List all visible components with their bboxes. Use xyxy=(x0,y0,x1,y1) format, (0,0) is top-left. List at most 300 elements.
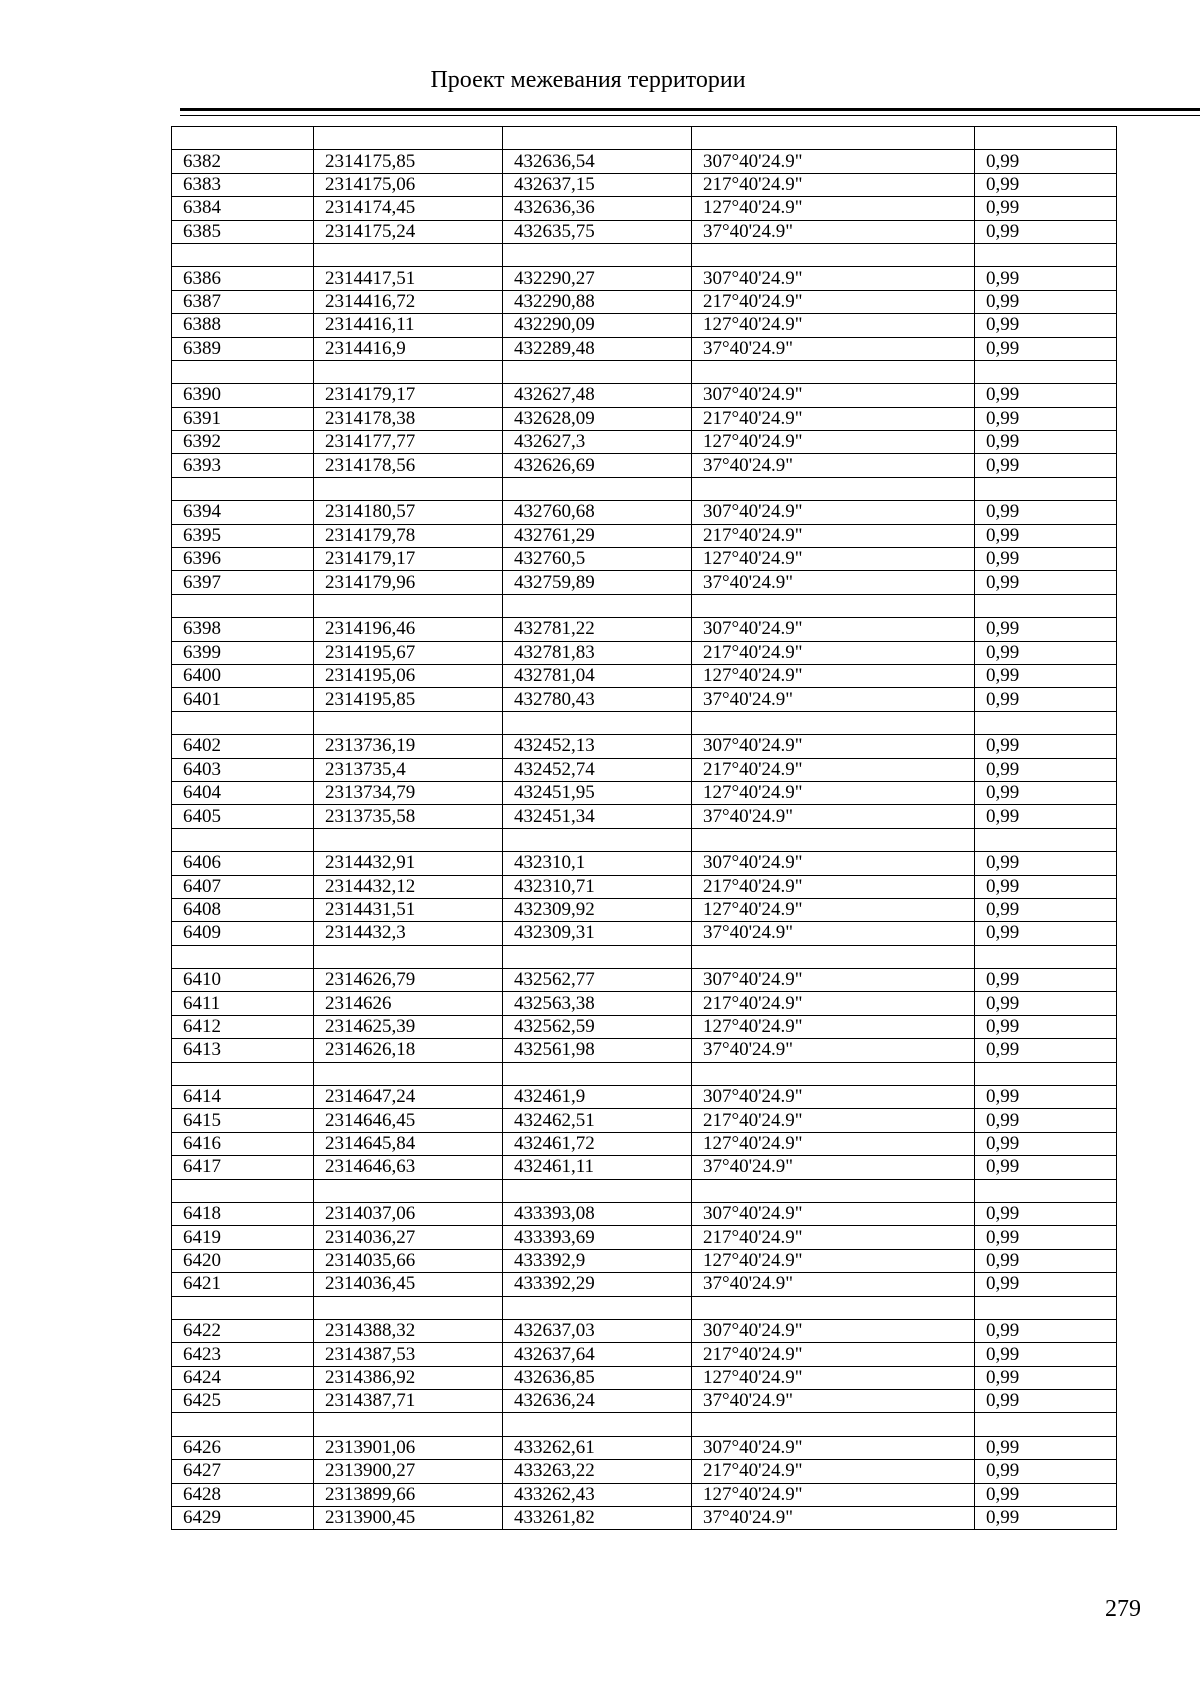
empty-cell xyxy=(975,1296,1117,1319)
point-number-cell: 6390 xyxy=(172,384,314,407)
x-coordinate-cell: 2314037,06 xyxy=(314,1202,503,1225)
point-number-cell: 6397 xyxy=(172,571,314,594)
point-number-cell: 6417 xyxy=(172,1156,314,1179)
point-number-cell: 6394 xyxy=(172,501,314,524)
distance-cell: 0,99 xyxy=(975,314,1117,337)
point-number-cell: 6419 xyxy=(172,1226,314,1249)
direction-angle-cell: 127°40'24.9" xyxy=(692,781,975,804)
x-coordinate-cell: 2313735,4 xyxy=(314,758,503,781)
empty-cell xyxy=(314,1296,503,1319)
table-row xyxy=(172,220,1117,243)
empty-cell xyxy=(314,711,503,734)
direction-angle-cell: 307°40'24.9" xyxy=(692,1436,975,1459)
y-coordinate-cell: 432563,38 xyxy=(503,992,692,1015)
distance-cell: 0,99 xyxy=(975,1319,1117,1342)
x-coordinate-cell: 2314195,67 xyxy=(314,641,503,664)
y-coordinate-cell: 432760,5 xyxy=(503,548,692,571)
x-coordinate-cell: 2314195,85 xyxy=(314,688,503,711)
empty-cell xyxy=(172,711,314,734)
spacer-row xyxy=(172,1062,1117,1085)
empty-cell xyxy=(692,1296,975,1319)
y-coordinate-cell: 433393,08 xyxy=(503,1202,692,1225)
direction-angle-cell: 37°40'24.9" xyxy=(692,1156,975,1179)
x-coordinate-cell: 2314179,17 xyxy=(314,384,503,407)
table-row xyxy=(172,337,1117,360)
table-row xyxy=(172,548,1117,571)
distance-cell: 0,99 xyxy=(975,524,1117,547)
x-coordinate-cell: 2314431,51 xyxy=(314,898,503,921)
distance-cell: 0,99 xyxy=(975,1436,1117,1459)
direction-angle-cell: 307°40'24.9" xyxy=(692,852,975,875)
distance-cell: 0,99 xyxy=(975,805,1117,828)
x-coordinate-cell: 2314417,51 xyxy=(314,267,503,290)
x-coordinate-cell: 2314036,27 xyxy=(314,1226,503,1249)
table-row xyxy=(172,688,1117,711)
direction-angle-cell: 217°40'24.9" xyxy=(692,758,975,781)
table-row xyxy=(172,1390,1117,1413)
page-number: 279 xyxy=(1105,1596,1141,1622)
empty-cell xyxy=(314,1179,503,1202)
x-coordinate-cell: 2314625,39 xyxy=(314,1015,503,1038)
x-coordinate-cell: 2314196,46 xyxy=(314,618,503,641)
x-coordinate-cell: 2314646,63 xyxy=(314,1156,503,1179)
distance-cell: 0,99 xyxy=(975,1460,1117,1483)
direction-angle-cell: 217°40'24.9" xyxy=(692,290,975,313)
distance-cell: 0,99 xyxy=(975,1132,1117,1155)
direction-angle-cell: 217°40'24.9" xyxy=(692,1109,975,1132)
distance-cell: 0,99 xyxy=(975,1366,1117,1389)
empty-cell xyxy=(503,1179,692,1202)
y-coordinate-cell: 432309,92 xyxy=(503,898,692,921)
distance-cell: 0,99 xyxy=(975,407,1117,430)
direction-angle-cell: 127°40'24.9" xyxy=(692,1132,975,1155)
empty-cell xyxy=(503,711,692,734)
distance-cell: 0,99 xyxy=(975,290,1117,313)
x-coordinate-cell: 2314035,66 xyxy=(314,1249,503,1272)
point-number-cell: 6393 xyxy=(172,454,314,477)
y-coordinate-cell: 432628,09 xyxy=(503,407,692,430)
header-rule-thick xyxy=(180,108,1200,111)
empty-cell xyxy=(503,243,692,266)
x-coordinate-cell: 2314178,38 xyxy=(314,407,503,430)
distance-cell: 0,99 xyxy=(975,267,1117,290)
empty-cell xyxy=(503,1413,692,1436)
y-coordinate-cell: 432635,75 xyxy=(503,220,692,243)
spacer-row xyxy=(172,828,1117,851)
x-coordinate-cell: 2314416,72 xyxy=(314,290,503,313)
empty-cell xyxy=(975,1062,1117,1085)
direction-angle-cell: 307°40'24.9" xyxy=(692,735,975,758)
distance-cell: 0,99 xyxy=(975,922,1117,945)
table-row xyxy=(172,805,1117,828)
empty-cell xyxy=(975,1413,1117,1436)
direction-angle-cell: 307°40'24.9" xyxy=(692,969,975,992)
empty-cell xyxy=(975,360,1117,383)
spacer-row xyxy=(172,127,1117,150)
direction-angle-cell: 37°40'24.9" xyxy=(692,922,975,945)
point-number-cell: 6403 xyxy=(172,758,314,781)
empty-cell xyxy=(503,945,692,968)
distance-cell: 0,99 xyxy=(975,1109,1117,1132)
x-coordinate-cell: 2313735,58 xyxy=(314,805,503,828)
table-row xyxy=(172,1507,1117,1530)
table-row xyxy=(172,758,1117,781)
x-coordinate-cell: 2314175,06 xyxy=(314,173,503,196)
direction-angle-cell: 127°40'24.9" xyxy=(692,1015,975,1038)
y-coordinate-cell: 432637,03 xyxy=(503,1319,692,1342)
y-coordinate-cell: 432780,43 xyxy=(503,688,692,711)
y-coordinate-cell: 432451,34 xyxy=(503,805,692,828)
y-coordinate-cell: 432562,59 xyxy=(503,1015,692,1038)
y-coordinate-cell: 432452,74 xyxy=(503,758,692,781)
table-row xyxy=(172,1039,1117,1062)
direction-angle-cell: 127°40'24.9" xyxy=(692,1249,975,1272)
table-row xyxy=(172,922,1117,945)
x-coordinate-cell: 2314179,17 xyxy=(314,548,503,571)
empty-cell xyxy=(172,127,314,150)
point-number-cell: 6422 xyxy=(172,1319,314,1342)
table-row xyxy=(172,1483,1117,1506)
y-coordinate-cell: 432561,98 xyxy=(503,1039,692,1062)
point-number-cell: 6418 xyxy=(172,1202,314,1225)
table-row xyxy=(172,314,1117,337)
x-coordinate-cell: 2314180,57 xyxy=(314,501,503,524)
y-coordinate-cell: 433392,9 xyxy=(503,1249,692,1272)
point-number-cell: 6427 xyxy=(172,1460,314,1483)
direction-angle-cell: 217°40'24.9" xyxy=(692,1226,975,1249)
distance-cell: 0,99 xyxy=(975,664,1117,687)
point-number-cell: 6382 xyxy=(172,150,314,173)
empty-cell xyxy=(314,360,503,383)
point-number-cell: 6407 xyxy=(172,875,314,898)
distance-cell: 0,99 xyxy=(975,454,1117,477)
x-coordinate-cell: 2313899,66 xyxy=(314,1483,503,1506)
table-row xyxy=(172,992,1117,1015)
direction-angle-cell: 217°40'24.9" xyxy=(692,1343,975,1366)
x-coordinate-cell: 2314647,24 xyxy=(314,1086,503,1109)
y-coordinate-cell: 432310,1 xyxy=(503,852,692,875)
distance-cell: 0,99 xyxy=(975,735,1117,758)
table-row xyxy=(172,664,1117,687)
spacer-row xyxy=(172,1296,1117,1319)
table-row xyxy=(172,150,1117,173)
distance-cell: 0,99 xyxy=(975,197,1117,220)
y-coordinate-cell: 432309,31 xyxy=(503,922,692,945)
distance-cell: 0,99 xyxy=(975,781,1117,804)
table-row xyxy=(172,852,1117,875)
point-number-cell: 6385 xyxy=(172,220,314,243)
empty-cell xyxy=(503,828,692,851)
direction-angle-cell: 37°40'24.9" xyxy=(692,337,975,360)
empty-cell xyxy=(172,1179,314,1202)
table-row xyxy=(172,290,1117,313)
empty-cell xyxy=(975,828,1117,851)
x-coordinate-cell: 2314387,53 xyxy=(314,1343,503,1366)
x-coordinate-cell: 2314177,77 xyxy=(314,431,503,454)
x-coordinate-cell: 2314432,91 xyxy=(314,852,503,875)
empty-cell xyxy=(503,1296,692,1319)
table-row xyxy=(172,1436,1117,1459)
empty-cell xyxy=(692,945,975,968)
table-row xyxy=(172,1086,1117,1109)
empty-cell xyxy=(503,594,692,617)
direction-angle-cell: 307°40'24.9" xyxy=(692,1319,975,1342)
x-coordinate-cell: 2314179,78 xyxy=(314,524,503,547)
y-coordinate-cell: 432461,72 xyxy=(503,1132,692,1155)
empty-cell xyxy=(172,243,314,266)
distance-cell: 0,99 xyxy=(975,1015,1117,1038)
table-row xyxy=(172,1319,1117,1342)
x-coordinate-cell: 2314626 xyxy=(314,992,503,1015)
x-coordinate-cell: 2313734,79 xyxy=(314,781,503,804)
spacer-row xyxy=(172,594,1117,617)
spacer-row xyxy=(172,1413,1117,1436)
direction-angle-cell: 127°40'24.9" xyxy=(692,1483,975,1506)
table-row xyxy=(172,1273,1117,1296)
direction-angle-cell: 37°40'24.9" xyxy=(692,454,975,477)
empty-cell xyxy=(692,711,975,734)
empty-cell xyxy=(172,477,314,500)
table-row xyxy=(172,524,1117,547)
distance-cell: 0,99 xyxy=(975,150,1117,173)
direction-angle-cell: 127°40'24.9" xyxy=(692,548,975,571)
point-number-cell: 6384 xyxy=(172,197,314,220)
empty-cell xyxy=(314,127,503,150)
table-row xyxy=(172,571,1117,594)
direction-angle-cell: 127°40'24.9" xyxy=(692,431,975,454)
distance-cell: 0,99 xyxy=(975,875,1117,898)
point-number-cell: 6398 xyxy=(172,618,314,641)
spacer-row xyxy=(172,360,1117,383)
empty-cell xyxy=(172,1413,314,1436)
point-number-cell: 6416 xyxy=(172,1132,314,1155)
point-number-cell: 6399 xyxy=(172,641,314,664)
distance-cell: 0,99 xyxy=(975,1390,1117,1413)
x-coordinate-cell: 2313900,45 xyxy=(314,1507,503,1530)
y-coordinate-cell: 433393,69 xyxy=(503,1226,692,1249)
empty-cell xyxy=(692,594,975,617)
table-row xyxy=(172,1366,1117,1389)
point-number-cell: 6423 xyxy=(172,1343,314,1366)
distance-cell: 0,99 xyxy=(975,571,1117,594)
direction-angle-cell: 307°40'24.9" xyxy=(692,501,975,524)
y-coordinate-cell: 432781,22 xyxy=(503,618,692,641)
direction-angle-cell: 217°40'24.9" xyxy=(692,173,975,196)
direction-angle-cell: 217°40'24.9" xyxy=(692,875,975,898)
table-row xyxy=(172,1132,1117,1155)
distance-cell: 0,99 xyxy=(975,1086,1117,1109)
x-coordinate-cell: 2313900,27 xyxy=(314,1460,503,1483)
point-number-cell: 6387 xyxy=(172,290,314,313)
distance-cell: 0,99 xyxy=(975,173,1117,196)
empty-cell xyxy=(172,945,314,968)
direction-angle-cell: 307°40'24.9" xyxy=(692,384,975,407)
direction-angle-cell: 217°40'24.9" xyxy=(692,641,975,664)
point-number-cell: 6405 xyxy=(172,805,314,828)
x-coordinate-cell: 2314175,24 xyxy=(314,220,503,243)
empty-cell xyxy=(975,1179,1117,1202)
x-coordinate-cell: 2314175,85 xyxy=(314,150,503,173)
x-coordinate-cell: 2314416,9 xyxy=(314,337,503,360)
x-coordinate-cell: 2314174,45 xyxy=(314,197,503,220)
point-number-cell: 6426 xyxy=(172,1436,314,1459)
empty-cell xyxy=(314,1413,503,1436)
y-coordinate-cell: 432637,64 xyxy=(503,1343,692,1366)
table-row xyxy=(172,1343,1117,1366)
empty-cell xyxy=(975,711,1117,734)
y-coordinate-cell: 432627,3 xyxy=(503,431,692,454)
empty-cell xyxy=(314,594,503,617)
point-number-cell: 6420 xyxy=(172,1249,314,1272)
empty-cell xyxy=(172,360,314,383)
point-number-cell: 6428 xyxy=(172,1483,314,1506)
empty-cell xyxy=(975,477,1117,500)
empty-cell xyxy=(314,243,503,266)
y-coordinate-cell: 432636,36 xyxy=(503,197,692,220)
table-row xyxy=(172,641,1117,664)
distance-cell: 0,99 xyxy=(975,1483,1117,1506)
x-coordinate-cell: 2314645,84 xyxy=(314,1132,503,1155)
point-number-cell: 6388 xyxy=(172,314,314,337)
table-row xyxy=(172,384,1117,407)
point-number-cell: 6408 xyxy=(172,898,314,921)
empty-cell xyxy=(692,243,975,266)
empty-cell xyxy=(692,360,975,383)
distance-cell: 0,99 xyxy=(975,641,1117,664)
distance-cell: 0,99 xyxy=(975,688,1117,711)
x-coordinate-cell: 2314626,79 xyxy=(314,969,503,992)
table-row xyxy=(172,501,1117,524)
y-coordinate-cell: 432562,77 xyxy=(503,969,692,992)
spacer-row xyxy=(172,711,1117,734)
x-coordinate-cell: 2313736,19 xyxy=(314,735,503,758)
table-row xyxy=(172,875,1117,898)
empty-cell xyxy=(503,127,692,150)
empty-cell xyxy=(172,1062,314,1085)
distance-cell: 0,99 xyxy=(975,758,1117,781)
y-coordinate-cell: 432290,88 xyxy=(503,290,692,313)
x-coordinate-cell: 2314179,96 xyxy=(314,571,503,594)
table-row xyxy=(172,267,1117,290)
table-row xyxy=(172,1156,1117,1179)
spacer-row xyxy=(172,477,1117,500)
distance-cell: 0,99 xyxy=(975,1202,1117,1225)
point-number-cell: 6400 xyxy=(172,664,314,687)
direction-angle-cell: 37°40'24.9" xyxy=(692,1507,975,1530)
empty-cell xyxy=(692,477,975,500)
y-coordinate-cell: 432310,71 xyxy=(503,875,692,898)
distance-cell: 0,99 xyxy=(975,1273,1117,1296)
table-row xyxy=(172,1226,1117,1249)
empty-cell xyxy=(975,127,1117,150)
coordinates-table-body xyxy=(172,127,1117,1530)
point-number-cell: 6383 xyxy=(172,173,314,196)
y-coordinate-cell: 432781,83 xyxy=(503,641,692,664)
point-number-cell: 6396 xyxy=(172,548,314,571)
empty-cell xyxy=(975,945,1117,968)
distance-cell: 0,99 xyxy=(975,220,1117,243)
point-number-cell: 6392 xyxy=(172,431,314,454)
direction-angle-cell: 307°40'24.9" xyxy=(692,618,975,641)
coordinates-table xyxy=(171,126,1117,1530)
table-row xyxy=(172,1015,1117,1038)
y-coordinate-cell: 433392,29 xyxy=(503,1273,692,1296)
direction-angle-cell: 217°40'24.9" xyxy=(692,524,975,547)
point-number-cell: 6415 xyxy=(172,1109,314,1132)
direction-angle-cell: 307°40'24.9" xyxy=(692,267,975,290)
distance-cell: 0,99 xyxy=(975,337,1117,360)
distance-cell: 0,99 xyxy=(975,969,1117,992)
spacer-row xyxy=(172,1179,1117,1202)
x-coordinate-cell: 2314178,56 xyxy=(314,454,503,477)
distance-cell: 0,99 xyxy=(975,548,1117,571)
empty-cell xyxy=(692,1413,975,1436)
y-coordinate-cell: 432636,85 xyxy=(503,1366,692,1389)
table-row xyxy=(172,1460,1117,1483)
empty-cell xyxy=(314,477,503,500)
table-row xyxy=(172,454,1117,477)
direction-angle-cell: 37°40'24.9" xyxy=(692,1273,975,1296)
x-coordinate-cell: 2313901,06 xyxy=(314,1436,503,1459)
direction-angle-cell: 217°40'24.9" xyxy=(692,407,975,430)
distance-cell: 0,99 xyxy=(975,1156,1117,1179)
header-rule-thin xyxy=(180,115,1200,116)
y-coordinate-cell: 432636,54 xyxy=(503,150,692,173)
table-row xyxy=(172,618,1117,641)
y-coordinate-cell: 433263,22 xyxy=(503,1460,692,1483)
empty-cell xyxy=(692,1179,975,1202)
empty-cell xyxy=(172,828,314,851)
table-row xyxy=(172,197,1117,220)
empty-cell xyxy=(975,594,1117,617)
empty-cell xyxy=(503,477,692,500)
empty-cell xyxy=(692,127,975,150)
distance-cell: 0,99 xyxy=(975,898,1117,921)
x-coordinate-cell: 2314432,3 xyxy=(314,922,503,945)
x-coordinate-cell: 2314386,92 xyxy=(314,1366,503,1389)
y-coordinate-cell: 432627,48 xyxy=(503,384,692,407)
y-coordinate-cell: 432760,68 xyxy=(503,501,692,524)
point-number-cell: 6386 xyxy=(172,267,314,290)
point-number-cell: 6424 xyxy=(172,1366,314,1389)
direction-angle-cell: 37°40'24.9" xyxy=(692,220,975,243)
y-coordinate-cell: 432290,09 xyxy=(503,314,692,337)
point-number-cell: 6395 xyxy=(172,524,314,547)
y-coordinate-cell: 432451,95 xyxy=(503,781,692,804)
table-row xyxy=(172,969,1117,992)
direction-angle-cell: 307°40'24.9" xyxy=(692,1202,975,1225)
distance-cell: 0,99 xyxy=(975,1226,1117,1249)
direction-angle-cell: 127°40'24.9" xyxy=(692,1366,975,1389)
table-row xyxy=(172,431,1117,454)
direction-angle-cell: 307°40'24.9" xyxy=(692,1086,975,1109)
distance-cell: 0,99 xyxy=(975,992,1117,1015)
y-coordinate-cell: 432461,9 xyxy=(503,1086,692,1109)
direction-angle-cell: 127°40'24.9" xyxy=(692,197,975,220)
point-number-cell: 6410 xyxy=(172,969,314,992)
empty-cell xyxy=(314,945,503,968)
y-coordinate-cell: 433262,61 xyxy=(503,1436,692,1459)
distance-cell: 0,99 xyxy=(975,1343,1117,1366)
x-coordinate-cell: 2314416,11 xyxy=(314,314,503,337)
distance-cell: 0,99 xyxy=(975,1507,1117,1530)
table-row xyxy=(172,407,1117,430)
table-row xyxy=(172,898,1117,921)
y-coordinate-cell: 432461,11 xyxy=(503,1156,692,1179)
table-row xyxy=(172,173,1117,196)
point-number-cell: 6421 xyxy=(172,1273,314,1296)
direction-angle-cell: 127°40'24.9" xyxy=(692,314,975,337)
